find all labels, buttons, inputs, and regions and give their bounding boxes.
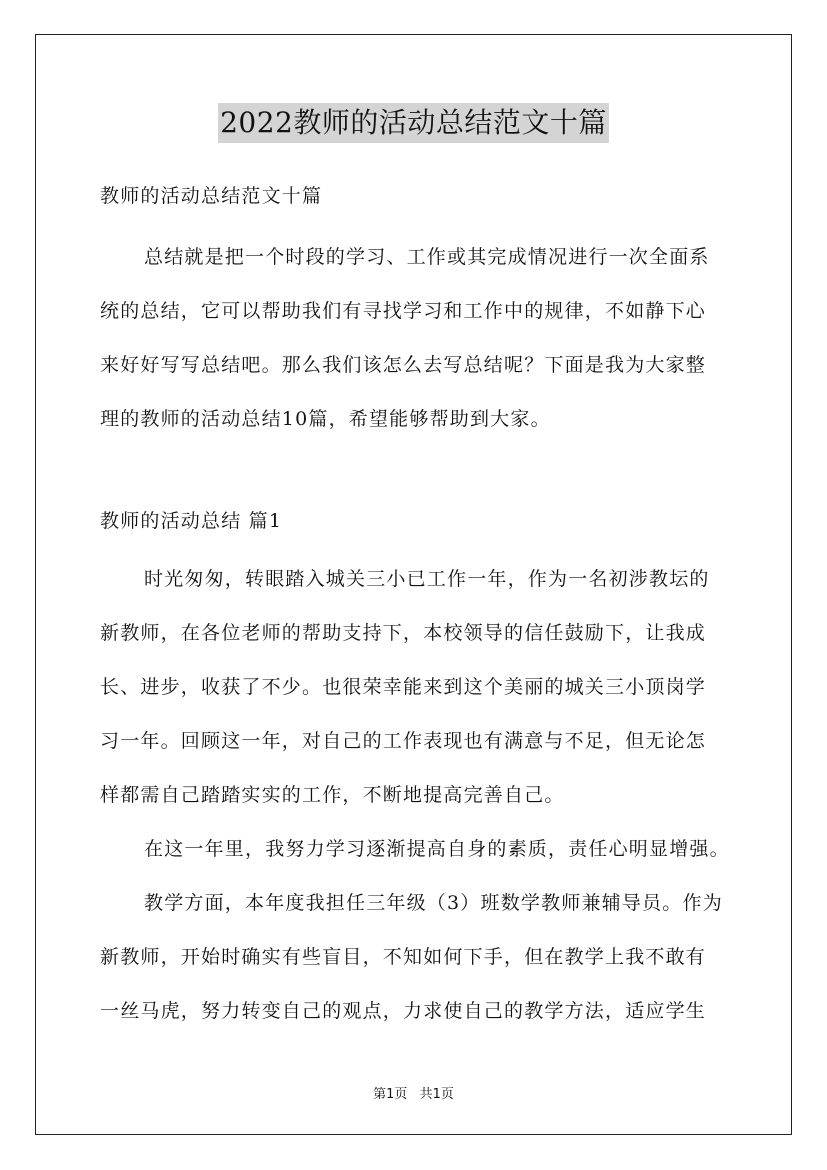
- section-paragraph: [100, 822, 740, 876]
- paragraph-line: 来好好写写总结吧。那么我们该怎么去写总结呢？下面是我为大家整: [100, 354, 707, 376]
- section-paragraph: [100, 552, 740, 822]
- paragraph-line: 长、进步，收获了不少。也很荣幸能来到这个美丽的城关三小顶岗学: [100, 676, 707, 698]
- paragraph-line: 习一年。回顾这一年，对自己的工作表现也有满意与不足，但无论怎: [100, 730, 707, 752]
- paragraph-line: 新教师，在各位老师的帮助支持下，本校领导的信任鼓励下，让我成: [100, 622, 707, 644]
- paragraph-line: 一丝马虎，努力转变自己的观点，力求使自己的教学方法，适应学生: [100, 1000, 707, 1022]
- page-footer: [0, 1083, 827, 1102]
- intro-paragraph: [100, 230, 740, 446]
- paragraph-line: 在这一年里，我努力学习逐渐提高自身的素质，责任心明显增强。: [144, 838, 730, 860]
- page-total: 共1页: [419, 1087, 454, 1102]
- paragraph-line: 统的总结，它可以帮助我们有寻找学习和工作中的规律，不如静下心: [100, 300, 707, 322]
- document-heading: 教师的活动总结范文十篇: [100, 185, 323, 207]
- paragraph-line: 教学方面，本年度我担任三年级（3）班数学教师兼辅导员。作为: [144, 892, 723, 914]
- page-number: 第1页: [373, 1087, 408, 1102]
- section-heading: 教师的活动总结 篇1: [100, 510, 283, 532]
- title-container: [0, 103, 827, 143]
- paragraph-line: 总结就是把一个时段的学习、工作或其完成情况进行一次全面系: [144, 246, 710, 268]
- paragraph-line: 样都需自己踏踏实实的工作，不断地提高完善自己。: [100, 784, 565, 806]
- paragraph-line: 时光匆匆，转眼踏入城关三小已工作一年，作为一名初涉教坛的: [144, 568, 710, 590]
- section-paragraph: [100, 876, 740, 1038]
- paragraph-line: 理的教师的活动总结10篇，希望能够帮助到大家。: [100, 408, 551, 430]
- paragraph-line: 新教师，开始时确实有些盲目，不知如何下手，但在教学上我不敢有: [100, 946, 707, 968]
- document-title: 2022教师的活动总结范文十篇: [218, 103, 609, 143]
